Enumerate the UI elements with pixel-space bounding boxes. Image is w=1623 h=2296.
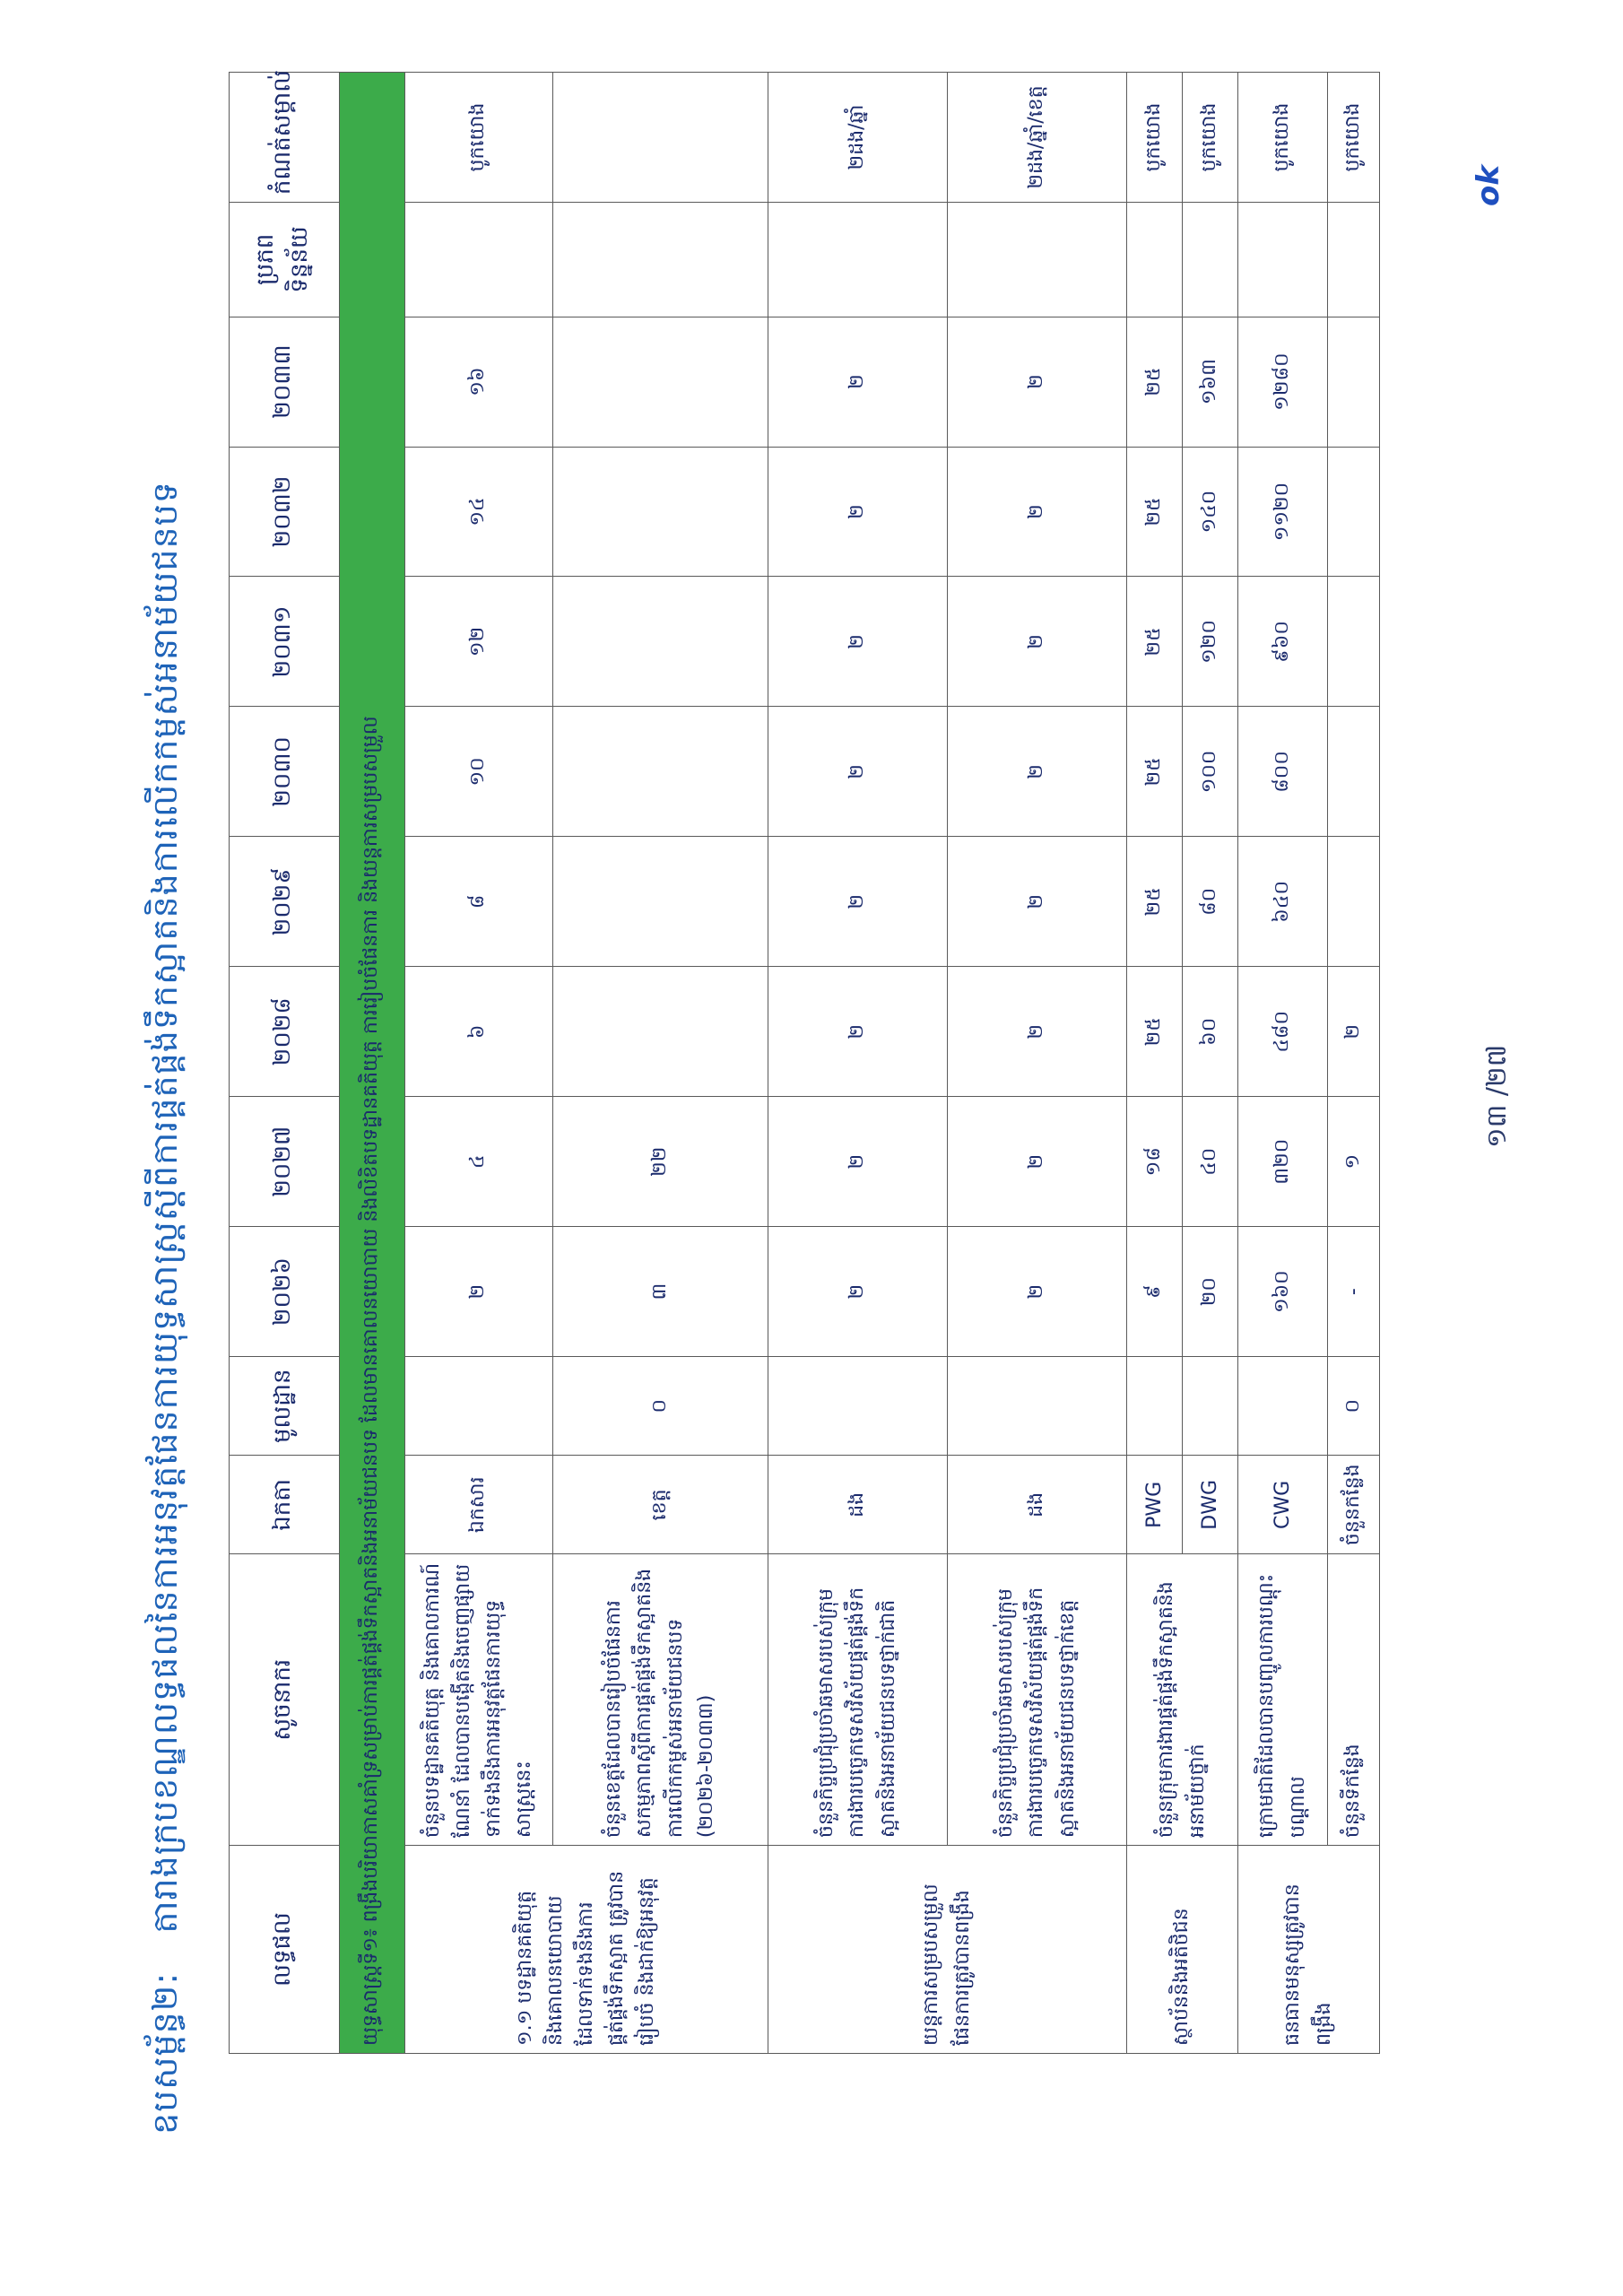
value-cell: ៩ <box>1127 1227 1183 1357</box>
value-cell: ១២៨០ <box>1238 317 1328 447</box>
value-cell: ១៨ <box>1127 1097 1183 1227</box>
value-cell: ២៥ <box>1127 707 1183 837</box>
source-cell <box>553 203 768 317</box>
value-cell <box>1328 447 1380 577</box>
value-cell: ៣២០ <box>1238 1097 1328 1227</box>
note-cell: បូកយោង <box>1328 73 1380 203</box>
value-cell: ២ <box>768 1227 948 1357</box>
value-cell: ២ <box>768 837 948 967</box>
unit-cell: ឯកសារ <box>405 1456 553 1554</box>
header-year: ២០៣១ <box>230 577 340 707</box>
baseline-cell <box>1238 1357 1328 1456</box>
value-cell: ២ <box>1328 967 1380 1097</box>
indicator-cell: ចំនួនកិច្ចប្រជុំប្រចាំឆមាសរបស់ក្រុមការងារបច្ចេកទេសវិស័យផ្គត់ផ្គង់ទឹកស្អាតនិងអនាម័យជនបទថ្នាក់ខេត្ត <box>948 1554 1127 1846</box>
source-cell <box>405 203 553 317</box>
header-indicator: សូចនាករ <box>230 1554 340 1846</box>
value-cell: ២០ <box>1183 1227 1238 1357</box>
value-cell: ៨ <box>405 837 553 967</box>
page-title <box>143 481 194 2135</box>
header-unit: ឯកតា <box>230 1456 340 1554</box>
header-year: ២០២៧ <box>230 1097 340 1227</box>
value-cell: ១៦៣ <box>1183 317 1238 447</box>
indicator-cell: ចំនួនក្រុមការងារផ្គត់ផ្គង់ទឹកស្អាតនិងអនាម័យថ្នាក់ <box>1127 1554 1238 1846</box>
value-cell <box>1328 707 1380 837</box>
value-cell: ៤ <box>405 1097 553 1227</box>
handwritten-initials: ok <box>1471 165 1506 206</box>
value-cell: ២ <box>948 1227 1127 1357</box>
value-cell: ១៤០ <box>1183 447 1238 577</box>
value-cell: ២ <box>948 967 1127 1097</box>
strategy-row <box>340 73 405 2054</box>
value-cell <box>553 967 768 1097</box>
baseline-cell <box>768 1357 948 1456</box>
value-cell: ២ <box>768 447 948 577</box>
header-year: ២០៣២ <box>230 447 340 577</box>
baseline-cell <box>948 1357 1127 1456</box>
value-cell <box>553 707 768 837</box>
value-cell: ១១២០ <box>1238 447 1328 577</box>
value-cell: ២៥ <box>1127 577 1183 707</box>
value-cell: ៨០០ <box>1238 707 1328 837</box>
header-baseline: មូលដ្ឋាន <box>230 1357 340 1456</box>
outcome-cell: ១.១ បទដ្ឋានគតិយុត្ត និងគោលនយោបាយ ដែលទាក់ទងនឹងការផ្គត់ផ្គង់ទឹកស្អាត ត្រូវបានរៀបចំ និងដាក់ឱ្យអនុវត្ត <box>405 1846 768 2054</box>
note-cell: បូកយោង <box>1238 73 1328 203</box>
value-cell: ២២ <box>553 1097 768 1227</box>
unit-cell: ចំនួនកន្លែង <box>1328 1456 1380 1554</box>
value-cell: ២ <box>948 317 1127 447</box>
value-cell: ១៤ <box>405 447 553 577</box>
header-source: ប្រភពទិន្នន័យ <box>230 203 340 317</box>
note-cell: បូកយោង <box>1183 73 1238 203</box>
note-cell: ២ដង/ឆ្នាំ <box>768 73 948 203</box>
header-note: កំណត់សម្គាល់ <box>230 73 340 203</box>
source-cell <box>1328 203 1380 317</box>
value-cell: ២ <box>948 447 1127 577</box>
value-cell <box>553 317 768 447</box>
value-cell: ២ <box>948 1097 1127 1227</box>
header-year: ២០៣០ <box>230 707 340 837</box>
source-cell <box>1183 203 1238 317</box>
indicator-cell: ក្រោមជាតិដែលបានបញ្ចូលការបណ្តុះបណ្តាល <box>1238 1554 1328 1846</box>
unit-cell: ដង <box>948 1456 1127 1554</box>
unit-cell: CWG <box>1238 1456 1328 1554</box>
value-cell <box>553 837 768 967</box>
annex-label: ឧបសម្ព័ន្ធ២: <box>145 1971 185 2135</box>
value-cell: ២ <box>768 577 948 707</box>
value-cell: ២៥ <box>1127 967 1183 1097</box>
indicator-cell: ចំនួនខេត្តដែលបានរៀបចំផែនការសកម្មភាពស្តីពីការផ្គត់ផ្គង់ទឹកស្អាតនិងការលើកកម្ពស់អនាម័យជនបទ (២០២៦-២០៣៣) <box>553 1554 768 1846</box>
unit-cell: DWG <box>1183 1456 1238 1554</box>
unit-cell: ខេត្ត <box>553 1456 768 1554</box>
value-cell: ១២០ <box>1183 577 1238 707</box>
baseline-cell: ០ <box>1328 1357 1380 1456</box>
header-row <box>230 73 340 2054</box>
indicator-cell: ចំនួនបទដ្ឋានគតិយុត្ត និងគោលការណ៍ណែនាំ ដែលបានបង្កើតនិងចេញផ្សាយ ទាក់ទងនឹងការអនុវត្តផែនការយុទ្ធសាស្រ្តនេះ <box>405 1554 553 1846</box>
note-cell: បូកយោង <box>1127 73 1183 203</box>
header-outcome: លទ្ធផល <box>230 1846 340 2054</box>
value-cell <box>1328 837 1380 967</box>
value-cell: ២ <box>768 707 948 837</box>
source-cell <box>1238 203 1328 317</box>
value-cell: ៣ <box>553 1227 768 1357</box>
value-cell: ២ <box>768 317 948 447</box>
table-row <box>768 73 948 2054</box>
table-row <box>1238 73 1328 2054</box>
value-cell: ២ <box>948 837 1127 967</box>
value-cell <box>1328 577 1380 707</box>
value-cell: - <box>1328 1227 1380 1357</box>
value-cell <box>1328 317 1380 447</box>
value-cell: ២ <box>405 1227 553 1357</box>
outcome-cell: យន្តការសម្របសម្រួលផែនការត្រូវបានពង្រឹង <box>768 1846 1127 2054</box>
baseline-cell <box>405 1357 553 1456</box>
baseline-cell <box>1127 1357 1183 1456</box>
value-cell: ៦០ <box>1183 967 1238 1097</box>
results-framework-table <box>229 72 1380 2054</box>
value-cell: ១៦០ <box>1238 1227 1328 1357</box>
note-cell: បូកយោង <box>405 73 553 203</box>
value-cell: ២៥ <box>1127 837 1183 967</box>
header-year: ២០២៨ <box>230 967 340 1097</box>
table-row <box>1328 73 1380 2054</box>
value-cell: ៦ <box>405 967 553 1097</box>
value-cell: ៤០ <box>1183 1097 1238 1227</box>
value-cell: ២ <box>768 967 948 1097</box>
baseline-cell <box>1183 1357 1238 1456</box>
unit-cell: ដង <box>768 1456 948 1554</box>
value-cell: ២៥ <box>1127 447 1183 577</box>
table-row <box>553 73 768 2054</box>
baseline-cell: ០ <box>553 1357 768 1456</box>
source-cell <box>768 203 948 317</box>
note-cell <box>553 73 768 203</box>
source-cell <box>1127 203 1183 317</box>
header-year: ២០៣៣ <box>230 317 340 447</box>
value-cell: ៨០ <box>1183 837 1238 967</box>
table-row <box>948 73 1127 2054</box>
value-cell: ១២ <box>405 577 553 707</box>
note-cell: ២ដង/ឆ្នាំ/ខេត្ត <box>948 73 1127 203</box>
table-row <box>405 73 553 2054</box>
page-number: ១៣ /២៧ <box>1481 1044 1513 1148</box>
indicator-cell: ចំនួនទីកន្លែង <box>1328 1554 1380 1846</box>
value-cell <box>553 447 768 577</box>
header-year: ២០២៦ <box>230 1227 340 1357</box>
annex-title: តារាងក្របខណ្ឌលទ្ធផលនៃការអនុវត្តផែនការយុទ្ធសាស្រ្តស្តីពីការផ្គត់ផ្គង់ទឹកស្អាតនិងការលើកកម្ពស់អនាម័យជនបទ <box>145 481 185 1934</box>
indicator-cell: ចំនួនកិច្ចប្រជុំប្រចាំឆមាសរបស់ក្រុមការងារបច្ចេកទេសវិស័យផ្គត់ផ្គង់ទឹកស្អាតនិងអនាម័យជនបទថ្នាក់ជាតិ <box>768 1554 948 1846</box>
unit-cell: PWG <box>1127 1456 1183 1554</box>
value-cell: ១០០ <box>1183 707 1238 837</box>
value-cell: ១០ <box>405 707 553 837</box>
value-cell: ៤៨០ <box>1238 967 1328 1097</box>
value-cell: ៦៤០ <box>1238 837 1328 967</box>
value-cell: ២ <box>948 707 1127 837</box>
value-cell: ២៥ <box>1127 317 1183 447</box>
value-cell: ២ <box>768 1097 948 1227</box>
value-cell: ៩៦០ <box>1238 577 1328 707</box>
value-cell: ២ <box>948 577 1127 707</box>
outcome-cell: ធនធានមនុស្សត្រូវបានពង្រឹង <box>1238 1846 1380 2054</box>
strategy-text: យុទ្ធសាស្រ្តទី១៖ ពង្រឹងបរិយាកាសគាំទ្រសម្រាប់ការផ្គត់ផ្គង់ទឹកស្អាតនិងអនាម័យជនបទ ដែលមានគោលនយោបាយ និងលិខិតបទដ្ឋានគតិយុត្ត ការរៀបចំផែនការ និងយន្តការសម្របសម្រួល <box>340 73 405 2054</box>
source-cell <box>948 203 1127 317</box>
value-cell <box>553 577 768 707</box>
outcome-cell: ស្ថាប័ននិងអតិថិជន <box>1127 1846 1238 2054</box>
value-cell: ១ <box>1328 1097 1380 1227</box>
header-year: ២០២៩ <box>230 837 340 967</box>
value-cell: ១៦ <box>405 317 553 447</box>
table-row <box>1127 73 1183 2054</box>
